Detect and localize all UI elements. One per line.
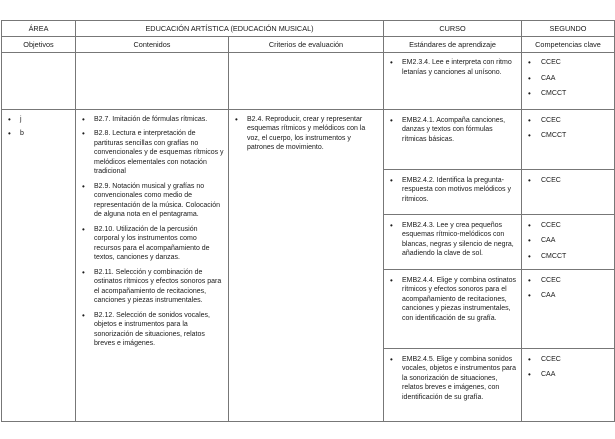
list-item: • EMB2.4.5. Elige y combina sonidos vocales, objetos e instrumentos para la sonorización de situaciones, relatos breves e imágenes, con identificación de su grafía. — [390, 355, 517, 403]
col-criterios: Criterios de evaluación — [229, 37, 384, 53]
col-competencias: Competencias clave — [522, 37, 615, 53]
list-item: • EM2.3.4. Lee e interpreta con ritmo letanías y canciones al unísono. — [390, 58, 517, 77]
list-item: • CMCCT — [528, 89, 610, 99]
competency-block — [522, 110, 614, 170]
col-contenidos: Contenidos — [76, 37, 229, 53]
standard-block — [384, 349, 521, 421]
header-row — [2, 21, 615, 37]
list-item: • CCEC — [528, 116, 610, 126]
list-item: • CMCCT — [528, 252, 610, 262]
col-estandares: Estándares de aprendizaje — [384, 37, 522, 53]
curriculum-table — [1, 20, 615, 422]
standards-cell — [384, 109, 522, 421]
competencies-cell — [522, 109, 615, 421]
list-item: • CCEC — [528, 221, 610, 231]
list-item: • EMB2.4.4. Elige y combina ostinatos rítmicos y efectos sonoros para el acompañamiento de recitaciones, canciones y piezas instrumentales, con identificación de su grafía. — [390, 276, 517, 324]
list-item: • B2.8. Lectura e interpretación de partituras sencillas con grafías no convencionales y de esquemas rítmicos y melódicos elementales con notación tradicional — [82, 129, 224, 177]
list-item: • CAA — [528, 236, 610, 246]
list-item: • EMB2.4.3. Lee y crea pequeños esquemas rítmico-melódicos con blancas, negras y silencio de negra, añadiendo la clave de sol. — [390, 221, 517, 259]
list-item: • CAA — [528, 370, 610, 380]
col-objetivos: Objetivos — [2, 37, 76, 53]
list-item: • B2.7. Imitación de fórmulas rítmicas. — [82, 115, 224, 125]
area-label: ÁREA — [2, 21, 76, 37]
competency-block — [522, 170, 614, 215]
list-item: • B2.4. Reproducir, crear y representar esquemas rítmicos y melódicos con la voz, el cuerpo, los instrumentos y patrones de movimiento. — [235, 115, 379, 153]
list-item: • CAA — [528, 291, 610, 301]
list-item: • B2.12. Selección de sonidos vocales, objetos e instrumentos para la sonorización de situaciones, relatos breves e imágenes. — [82, 311, 224, 349]
criteria-cell — [229, 109, 384, 421]
standard-block — [384, 170, 521, 215]
column-header-row — [2, 37, 615, 53]
standard-cell — [384, 53, 522, 110]
list-item: • CCEC — [528, 276, 610, 286]
competency-cell — [522, 53, 615, 110]
list-item: • B2.10. Utilización de la percusión corporal y los instrumentos como recursos para el acompañamiento de textos, canciones y danzas. — [82, 225, 224, 263]
objectives-cell — [2, 109, 76, 421]
list-item: • B2.9. Notación musical y grafías no convencionales como medio de representación de la música. Colocación de alguna nota en el pentagrama. — [82, 182, 224, 220]
list-item: • b — [8, 129, 71, 139]
list-item: • CCEC — [528, 58, 610, 68]
competency-block — [522, 349, 614, 421]
list-item: • EMB2.4.1. Acompaña canciones, danzas y textos con fórmulas rítmicas básicas. — [390, 116, 517, 145]
list-item: • j — [8, 115, 71, 125]
list-item: • CCEC — [528, 355, 610, 365]
course-label: CURSO — [384, 21, 522, 37]
competency-block — [522, 270, 614, 349]
standard-block — [384, 110, 521, 170]
contents-cell — [76, 109, 229, 421]
list-item: • CAA — [528, 74, 610, 84]
course-value: SEGUNDO — [522, 21, 615, 37]
list-item: • CCEC — [528, 176, 610, 186]
table-row-continuation — [2, 53, 615, 110]
table-row-main — [2, 109, 615, 421]
competency-block — [522, 215, 614, 270]
list-item: • CMCCT — [528, 131, 610, 141]
list-item: • EMB2.4.2. Identifica la pregunta-respuesta con motivos melódicos y rítmicos. — [390, 176, 517, 205]
standard-block — [384, 270, 521, 349]
list-item: • B2.11. Selección y combinación de ostinatos rítmicos y efectos sonoros para el acompañamiento de recitaciones, canciones y piezas instrumentales. — [82, 268, 224, 306]
standard-block — [384, 215, 521, 270]
subject-title: EDUCACIÓN ARTÍSTICA (EDUCACIÓN MUSICAL) — [76, 21, 384, 37]
